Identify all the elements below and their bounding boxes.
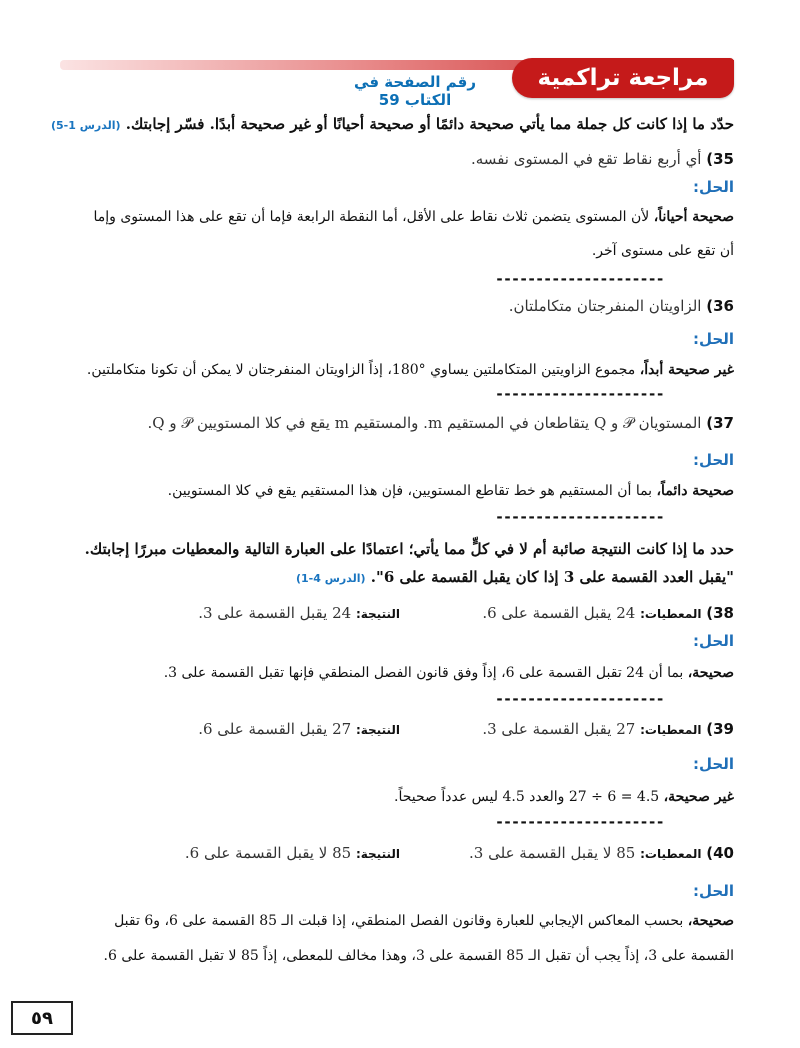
question-text: الزاويتان المنفرجتان متكاملتان. [508,297,702,315]
question-39-given [482,720,734,738]
question-37 [60,414,734,432]
separator: --------------------- [495,270,664,288]
section-title: مراجعة تراكمية [512,58,734,98]
answer-text: لأن المستوى يتضمن ثلاث نقاط على الأقل، أما النقطة الرابعة فإما أن تقع على هذا المستوى وإما [93,209,650,225]
result-label: النتيجة: [355,607,400,621]
question-39-result [198,720,400,738]
answer-text: 4.5 = 6 ÷ 27 والعدد 4.5 ليس عدداً صحيحاً. [394,789,660,805]
result-text: 27 يقبل القسمة على 6. [198,720,352,738]
solution-label: الحل: [693,755,734,773]
instruction-1-text: حدّد ما إذا كانت كل جملة مما يأتي صحيحة دائمًا أو صحيحة أحيانًا أو غير صحيحة أبدًا. فسّر إجابتك. [125,115,734,133]
answer-40-line-1 [60,913,734,929]
answer-verdict: غير صحيحة أبداً، [639,362,734,378]
answer-text: مجموع الزاويتين المتكاملتين يساوي °180، إذاً الزاويتان المنفرجتان لا يمكن أن تكونا متكاملتين. [86,362,636,378]
question-text: المستويان 𝒫 و Q يتقاطعان في المستقيم m. والمستقيم m يقع في كلا المستويين 𝒫 و Q. [147,414,702,432]
result-text: 85 لا يقبل القسمة على 6. [184,844,352,862]
separator: --------------------- [495,813,664,831]
answer-verdict: غير صحيحة، [663,789,734,805]
question-40-result [185,844,400,862]
answer-35-line-2: أن تقع على مستوى آخر. [591,243,734,259]
answer-verdict: صحيحة، [687,665,734,681]
instruction-2-line-1: حدد ما إذا كانت النتيجة صائبة أم لا في كلٍّ مما يأتي؛ اعتمادًا على العبارة التالية والمعطيات مبررًا إجابتك. [84,540,734,558]
solution-label-39 [60,754,734,773]
answer-text: بحسب المعاكس الإيجابي للعبارة وقانون الفصل المنطقي، إذا قبلت الـ 85 القسمة على 6، و6 تقبل [114,913,684,929]
separator: --------------------- [495,508,664,526]
instruction-2-line-2 [60,568,734,586]
given-label: المعطيات: [640,607,702,621]
question-number: 38) [706,604,734,622]
question-38-result [198,604,400,622]
question-number: 37) [706,414,734,432]
question-40-given [469,844,734,862]
given-text: 85 لا يقبل القسمة على 3. [469,844,636,862]
answer-verdict: صحيحة، [687,913,734,929]
lesson-ref-1: (الدرس 1-5) [50,119,121,132]
solution-label: الحل: [693,632,734,650]
question-number: 35) [706,150,734,168]
page-number: ٥٩ [11,1001,73,1035]
lesson-ref-2: (الدرس 4-1) [295,572,366,585]
answer-39 [60,789,734,805]
answer-verdict: صحيحة أحياناً، [653,209,734,225]
answer-36 [60,362,734,378]
given-text: 24 يقبل القسمة على 6. [482,604,636,622]
result-label: النتيجة: [355,847,400,861]
solution-label: الحل: [693,882,734,900]
solution-label-40 [60,881,734,900]
book-page-reference: رقم الصفحة في الكتاب 59 [354,73,476,109]
given-text: 27 يقبل القسمة على 3. [482,720,636,738]
solution-label-35 [60,177,734,196]
question-number: 36) [706,297,734,315]
question-38-given [482,604,734,622]
solution-label: الحل: [693,178,734,196]
question-number: 40) [706,844,734,862]
solution-label: الحل: [693,451,734,469]
solution-label-36 [60,329,734,348]
result-text: 24 يقبل القسمة على 3. [198,604,352,622]
answer-text: بما أن 24 تقبل القسمة على 6، إذاً وفق قانون الفصل المنطقي فإنها تقبل القسمة على 3. [163,665,684,681]
solution-label-37 [60,450,734,469]
separator: --------------------- [495,690,664,708]
question-36 [60,297,734,315]
separator: --------------------- [495,385,664,403]
answer-38 [60,665,734,681]
given-label: المعطيات: [640,723,702,737]
answer-37 [60,483,734,499]
question-text: أي أربع نقاط تقع في المستوى نفسه. [471,150,702,168]
result-label: النتيجة: [355,723,400,737]
question-35 [60,150,734,168]
given-label: المعطيات: [640,847,702,861]
answer-text: بما أن المستقيم هو خط تقاطع المستويين، فإن هذا المستقيم يقع في كلا المستويين. [167,483,653,499]
answer-verdict: صحيحة دائماً، [656,483,734,499]
answer-40-line-2: القسمة على 3، إذاً يجب أن تقبل الـ 85 القسمة على 3، وهذا مخالف للمعطى، إذاً 85 لا تقبل القسمة على 6. [103,948,734,964]
instruction-1 [50,115,734,133]
solution-label-38 [60,631,734,650]
solution-label: الحل: [693,330,734,348]
answer-35-line-1 [60,209,734,225]
instruction-2-statement: "يقبل العدد القسمة على 3 إذا كان يقبل القسمة على 6". [370,568,734,586]
question-number: 39) [706,720,734,738]
